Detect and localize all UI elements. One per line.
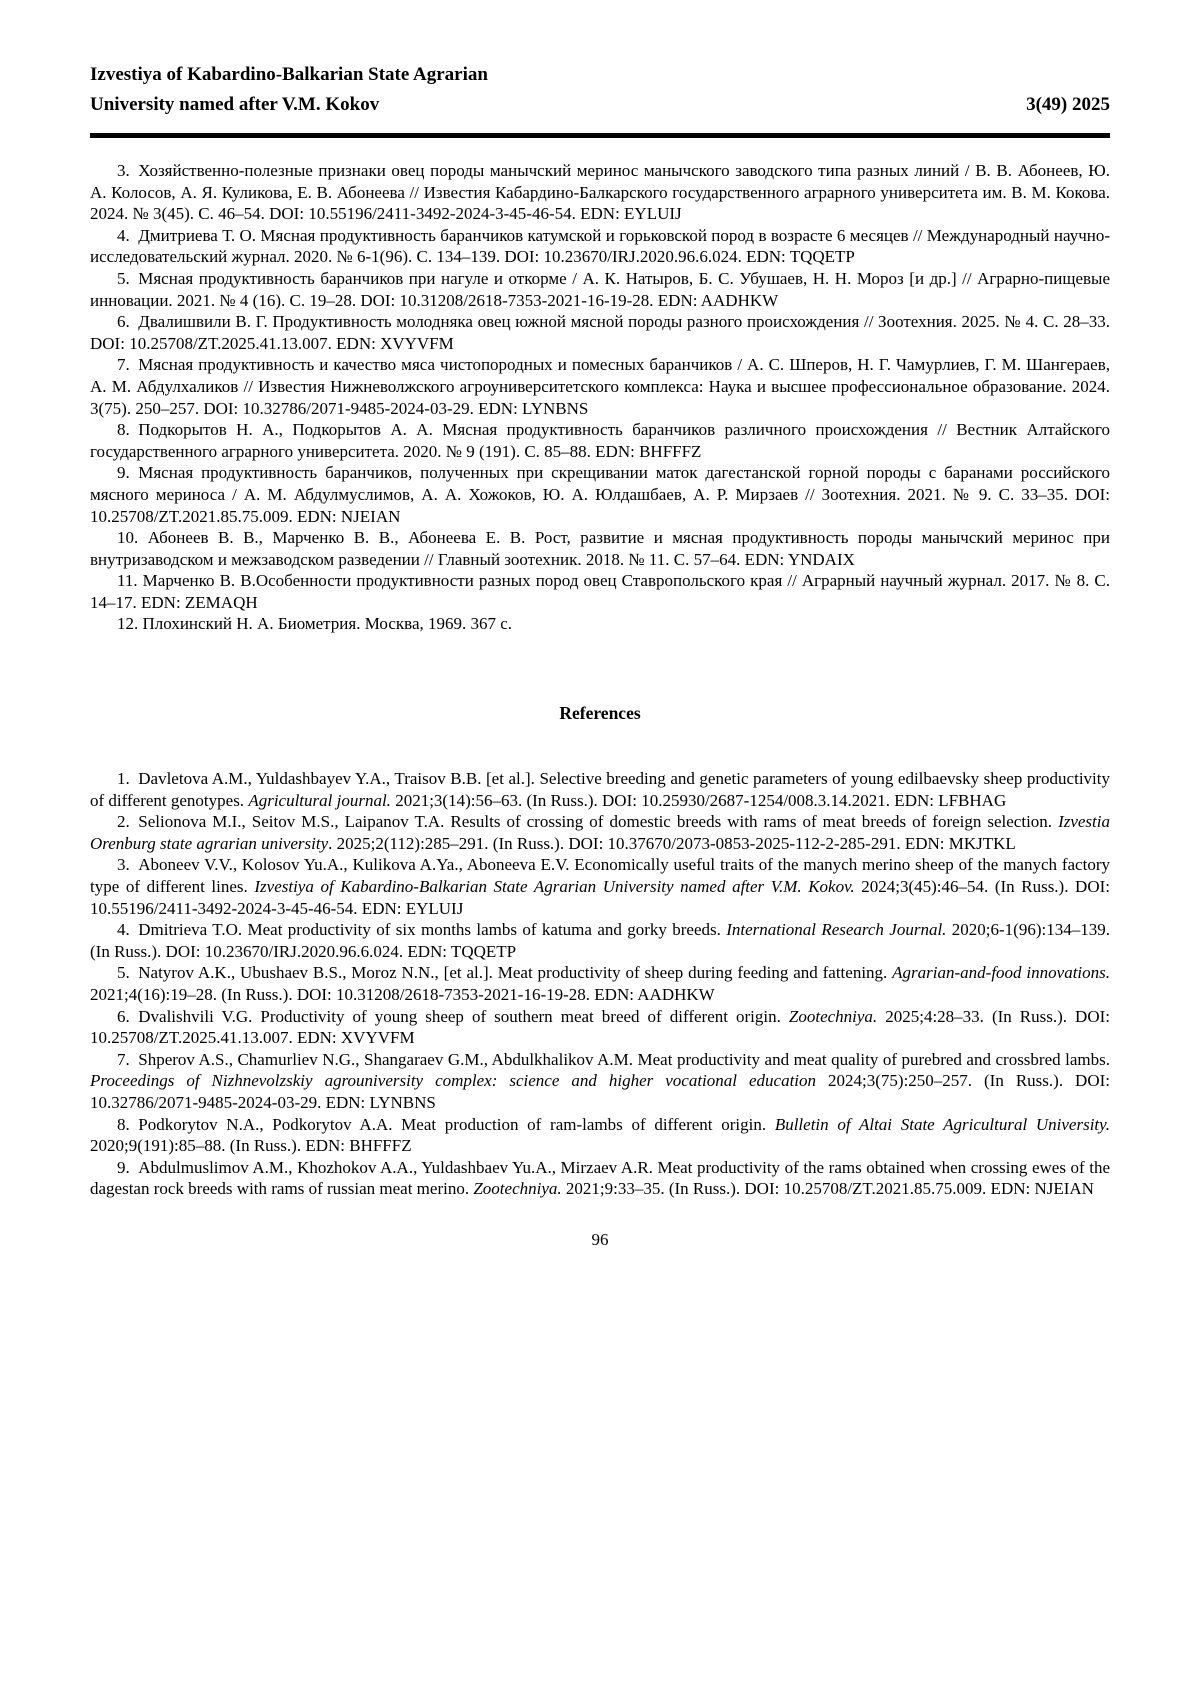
reference-text: 10. Абонеев В. В., Марченко В. В., Абонеева Е. В. Рост, развитие и мясная продуктивность породы манычский меринос при внутризаводском и межзаводском разведении // Главный зоотехник. 2018. № 11. С. 57–64. EDN: YNDAIX	[90, 528, 1110, 569]
journal-name-italic: Izvestiya of Kabardino-Balkarian State Agrarian University named after V.M. Kokov.	[254, 877, 855, 897]
reference-item	[90, 311, 1110, 354]
header-rule	[90, 133, 1110, 138]
reference-text: 2024;3(45):46–54. (In Russ.). DOI: 10.55196/2411-3492-2024-3-45-46-54. EDN: EYLUIJ	[90, 877, 1110, 918]
journal-name-italic: Proceedings of Nizhnevolzskiy agrouniversity complex: science and higher vocational education	[90, 1071, 817, 1091]
journal-header-row2	[90, 90, 1110, 120]
journal-title-line1: Izvestiya of Kabardino-Balkarian State Agrarian	[90, 64, 488, 85]
russian-references-list	[90, 160, 1110, 635]
reference-text: . 2025;2(112):285–291. (In Russ.). DOI: 10.37670/2073-0853-2025-112-2-285-291. EDN: MKJTKL	[328, 833, 1016, 853]
reference-text: 8. Подкорытов Н. А., Подкорытов А. А. Мясная продуктивность баранчиков различного происхождения // Вестник Алтайского государственного аграрного университета. 2020. № 9 (191). С. 85–88. EDN: BHFFFZ	[90, 420, 1110, 461]
reference-text: 4. Dmitrieva T.O. Meat productivity of six months lambs of katuma and gorky breeds.	[117, 920, 727, 940]
reference-item	[90, 962, 1110, 1005]
reference-text: 2021;4(16):19–28. (In Russ.). DOI: 10.31208/2618-7353-2021-16-19-28. EDN: AADHKW	[90, 985, 715, 1004]
reference-text: 1. Davletova A.M., Yuldashbayev Y.A., Traisov B.B. [et al.]. Selective breeding and genetic parameters of young edilbaevsky sheep productivity of different genotypes.	[90, 769, 1110, 810]
page-footer	[90, 1230, 1110, 1250]
journal-name-italic: Zootechniya.	[473, 1179, 562, 1199]
reference-item	[90, 419, 1110, 462]
reference-item	[90, 811, 1110, 854]
reference-item	[90, 268, 1110, 311]
reference-text: 3. Aboneev V.V., Kolosov Yu.A., Kulikova A.Ya., Aboneeva E.V. Economically useful traits of the manych merino sheep of the manych factory type of different lines.	[90, 855, 1110, 897]
reference-item	[90, 225, 1110, 268]
reference-text: 9. Abdulmuslimov A.M., Khozhokov A.A., Yuldashbaev Yu.A., Mirzaev A.R. Meat productivity of the rams obtained when crossing ewes of the dagestan rock breeds with rams of russian meat merino.	[90, 1157, 1110, 1199]
english-references-list	[90, 768, 1110, 1200]
reference-text: 8. Podkorytov N.A., Podkorytov A.A. Meat production of ram-lambs of different origin.	[117, 1114, 775, 1134]
reference-item	[90, 160, 1110, 225]
issue-number: 3(49) 2025	[1026, 94, 1110, 115]
reference-item	[90, 613, 1110, 635]
reference-item	[90, 527, 1110, 570]
journal-title-line2: University named after V.M. Kokov	[90, 94, 380, 115]
reference-text: 2021;3(14):56–63. (In Russ.). DOI: 10.25930/2687-1254/008.3.14.2021. EDN: LFBHAG	[390, 790, 1007, 810]
reference-item	[90, 768, 1110, 811]
journal-name-italic: International Research Journal.	[726, 920, 947, 940]
reference-item	[90, 1049, 1110, 1114]
reference-text: 6. Двалишвили В. Г. Продуктивность молодняка овец южной мясной породы разного происхождения // Зоотехния. 2025. № 4. С. 28–33. DOI: 10.25708/ZT.2025.41.13.007. EDN: XVYVFM	[90, 312, 1110, 353]
reference-text: 2021;9:33–35. (In Russ.). DOI: 10.25708/ZT.2021.85.75.009. EDN: NJEIAN	[561, 1179, 1094, 1199]
reference-text: 9. Мясная продуктивность баранчиков, полученных при скрещивании маток дагестанской горной породы с баранами российского мясного мериноса / А. М. Абдулмуслимов, А. А. Хожоков, Ю. А. Юлдашбаев, А. Р. Мирзаев // Зоотехния. 2021. № 9. С. 33–35. DOI: 10.25708/ZT.2021.85.75.009. EDN: NJEIAN	[90, 463, 1110, 526]
reference-text: 2024;3(75):250–257. (In Russ.). DOI: 10.32786/2071-9485-2024-03-29. EDN: LYNBNS	[90, 1071, 1110, 1112]
reference-text: 2. Selionova M.I., Seitov M.S., Laipanov T.A. Results of crossing of domestic breeds with rams of meat breeds of foreign selection.	[117, 812, 1059, 832]
references-heading: References	[559, 703, 641, 724]
journal-name-italic: Zootechniya.	[788, 1006, 878, 1026]
reference-text: 3. Хозяйственно-полезные признаки овец породы манычский меринос манычского заводского типа разных линий / В. В. Абонеев, Ю. А. Колосов, А. Я. Куликова, Е. В. Абонеева // Известия Кабардино-Балкарского государственного аграрного университета им. В. М. Кокова. 2024. № 3(45). С. 46–54. DOI: 10.55196/2411-3492-2024-3-45-46-54. EDN: EYLUIJ	[90, 161, 1110, 224]
reference-text: 7. Мясная продуктивность и качество мяса чистопородных и помесных баранчиков / А. С. Шперов, Н. Г. Чамурлиев, Г. М. Шангераев, А. М. Абдулхаликов // Известия Нижневолжского агроуниверситетского комплекса: Наука и высшее профессиональное образование. 2024. 3(75). 250–257. DOI: 10.32786/2071-9485-2024-03-29. EDN: LYNBNS	[90, 355, 1110, 418]
reference-item	[90, 462, 1110, 527]
journal-name-italic: Izvestia Orenburg state agrarian university	[90, 812, 1110, 853]
reference-item	[90, 919, 1110, 962]
reference-item	[90, 354, 1110, 419]
reference-text: 11. Марченко В. В.Особенности продуктивности разных пород овец Ставропольского края // Аграрный научный журнал. 2017. № 8. С. 14–17. EDN: ZEMAQH	[90, 571, 1110, 612]
reference-item	[90, 570, 1110, 613]
reference-text: 6. Dvalishvili V.G. Productivity of young sheep of southern meat breed of different origin.	[117, 1006, 789, 1026]
reference-text: 5. Natyrov A.K., Ubushaev B.S., Moroz N.N., [et al.]. Meat productivity of sheep during feeding and fattening.	[117, 963, 893, 983]
journal-header	[90, 60, 1110, 138]
reference-text: 2025;4:28–33. (In Russ.). DOI: 10.25708/ZT.2025.41.13.007. EDN: XVYVFM	[90, 1006, 1110, 1048]
reference-text: 12. Плохинский Н. А. Биометрия. Москва, 1969. 367 с.	[117, 614, 513, 634]
reference-text: 2020;9(191):85–88. (In Russ.). EDN: BHFFFZ	[90, 1136, 412, 1156]
reference-text: 4. Дмитриева Т. О. Мясная продуктивность баранчиков катумской и горьковской пород в возрасте 6 месяцев // Международный научно-исследовательский журнал. 2020. № 6-1(96). С. 134–139. DOI: 10.23670/IRJ.2020.96.6.024. EDN: TQQETP	[90, 225, 1110, 267]
reference-text: 5. Мясная продуктивность баранчиков при нагуле и откорме / А. К. Натыров, Б. С. Убушаев, Н. Н. Мороз [и др.] // Аграрно-пищевые инновации. 2021. № 4 (16). С. 19–28. DOI: 10.31208/2618-7353-2021-16-19-28. EDN: AADHKW	[90, 268, 1110, 310]
reference-item	[90, 1157, 1110, 1200]
reference-text: 2020;6-1(96):134–139. (In Russ.). DOI: 10.23670/IRJ.2020.96.6.024. EDN: TQQETP	[90, 920, 1110, 961]
journal-name-italic: Bulletin of Altai State Agricultural University.	[774, 1114, 1111, 1134]
reference-item	[90, 1006, 1110, 1049]
journal-name-italic: Agrarian-and-food innovations.	[892, 963, 1111, 983]
reference-item	[90, 1114, 1110, 1157]
page-number: 96	[591, 1229, 609, 1249]
reference-text: 7. Shperov A.S., Chamurliev N.G., Shangaraev G.M., Abdulkhalikov A.M. Meat productivity and meat quality of purebred and crossbred lambs.	[117, 1049, 1110, 1069]
reference-item	[90, 854, 1110, 919]
journal-name-italic: Agricultural journal.	[248, 790, 391, 810]
